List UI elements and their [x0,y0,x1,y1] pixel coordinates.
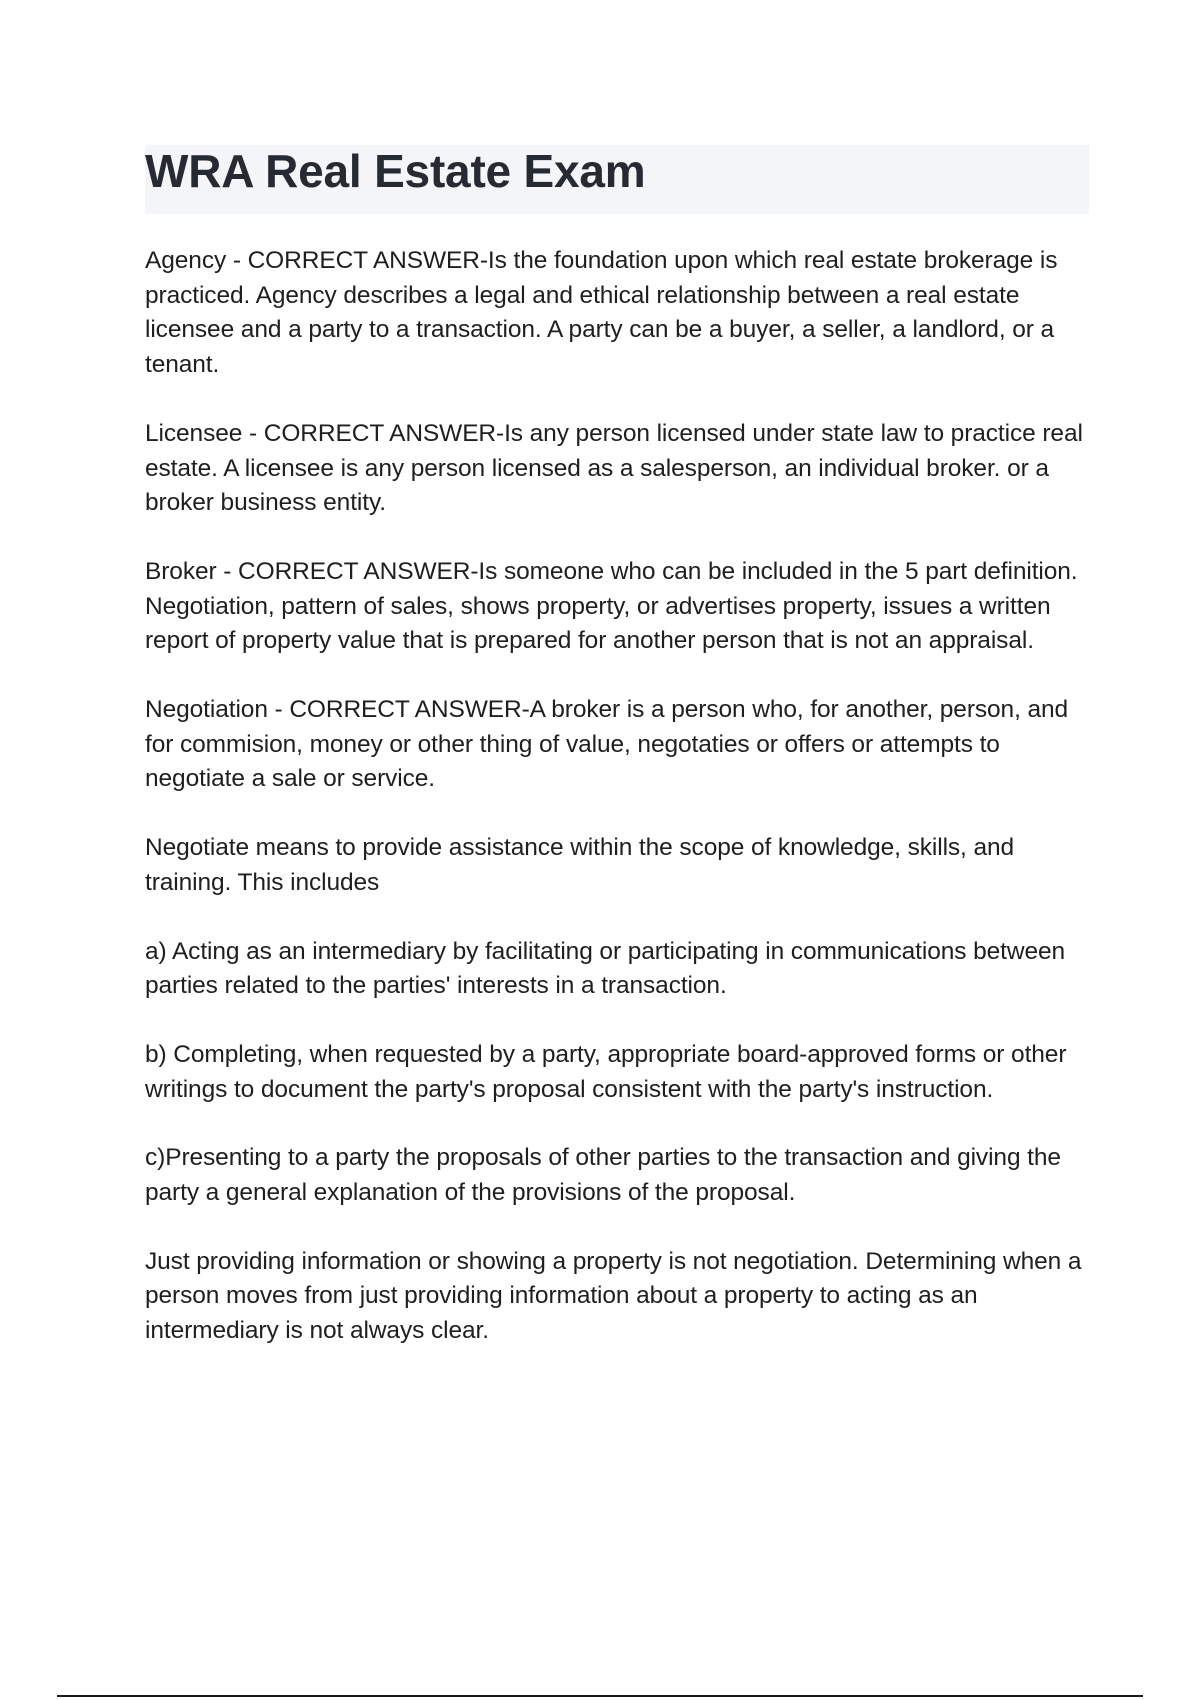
paragraph-agency: Agency - CORRECT ANSWER-Is the foundation upon which real estate brokerage is practiced. Agency describes a legal and ethical relationship between a real estate licensee and a party to a transaction. A party can be a buyer, a seller, a landlord, or a tenant. [145,247,1058,379]
document-title: WRA Real Estate Exam [145,145,646,197]
document-body [145,244,1095,1383]
paragraph-broker: Broker - CORRECT ANSWER-Is someone who can be included in the 5 part definition. Negotiation, pattern of sales, shows property, or advertises property, issues a written report of property value that is prepared for another person that is not an appraisal. [145,557,1078,655]
paragraph-closing: Just providing information or showing a property is not negotiation. Determining when a person moves from just providing information about a property to acting as an intermediary is not always clear. [145,1247,1082,1345]
paragraph-negotiate-definition: Negotiate means to provide assistance within the scope of knowledge, skills, and training. This includes [145,834,1015,896]
page-bottom-rule [57,1695,1143,1697]
paragraph-item-b: b) Completing, when requested by a party, appropriate board-approved forms or other writings to document the party's proposal consistent with the party's instruction. [145,1040,1067,1103]
paragraph-negotiation: Negotiation - CORRECT ANSWER-A broker is a person who, for another, person, and for commision, money or other thing of value, negotaties or offers or attempts to negotiate a sale or service. [145,696,1069,793]
paragraph-licensee: Licensee - CORRECT ANSWER-Is any person licensed under state law to practice real estate. A licensee is any person licensed as a salesperson, an individual broker. or a broker business entity. [145,419,1083,517]
paragraph-item-c: c)Presenting to a party the proposals of other parties to the transaction and giving the party a general explanation of the provisions of the proposal. [145,1144,1061,1207]
paragraph-item-a: a) Acting as an intermediary by facilitating or participating in communications between parties related to the parties' interests in a transaction. [145,937,1066,1000]
